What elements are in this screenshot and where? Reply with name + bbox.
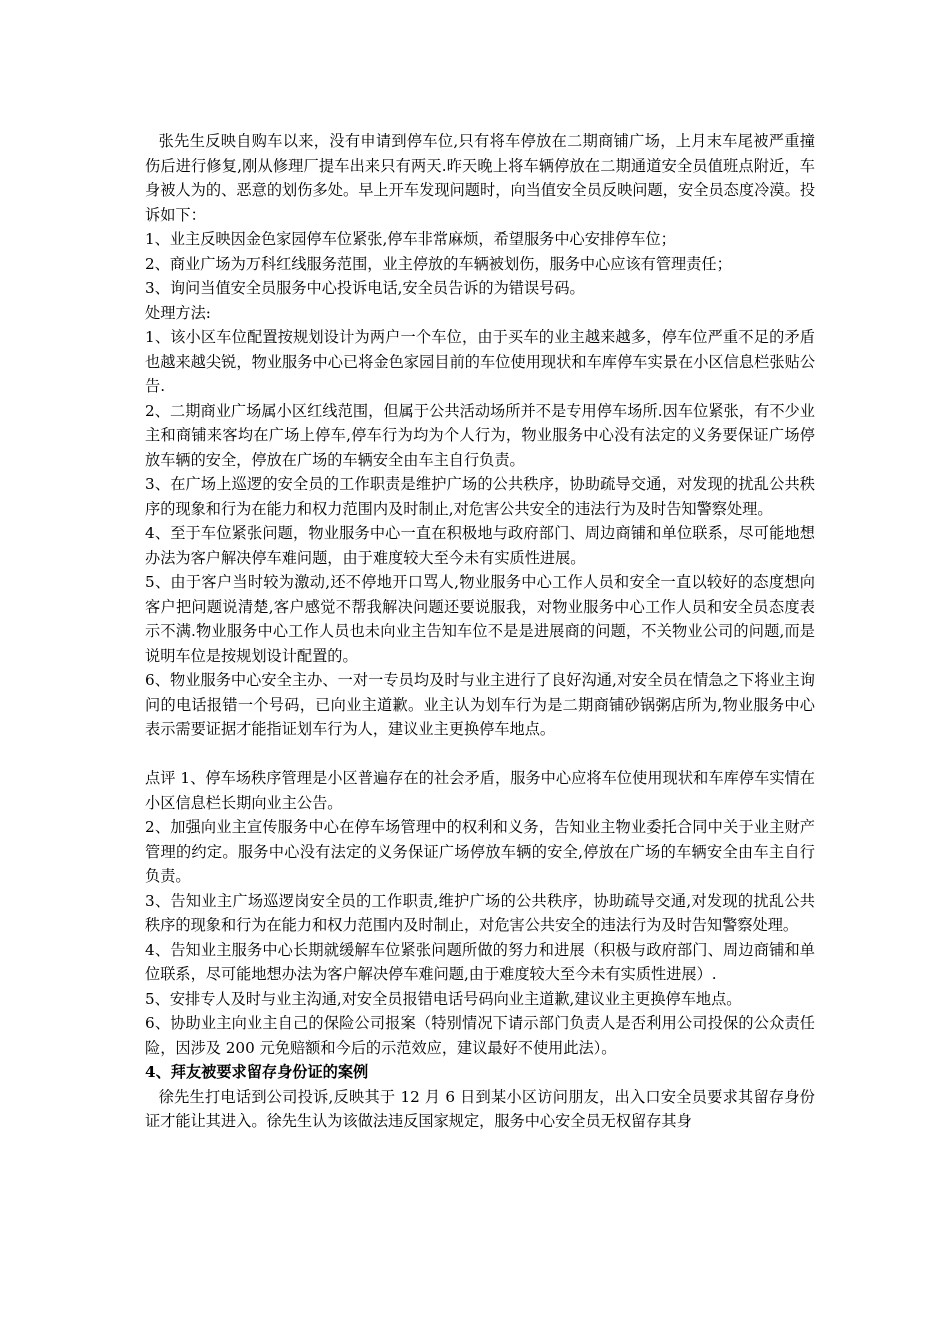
paragraph: 4、告知业主服务中心长期就缓解车位紧张问题所做的努力和进展（积极与政府部门、周边商铺和单位联系，尽可能地想办法为客户解决停车难问题,由于难度较大至今未有实质性进展）. (145, 940, 815, 983)
document-body (145, 129, 815, 1134)
paragraph-spacer (145, 742, 815, 767)
paragraph: 处理方法: (145, 303, 211, 322)
paragraph: 张先生反映自购车以来，没有申请到停车位,只有将车停放在二期商铺广场，上月末车尾被严重撞伤后进行修复,刚从修理厂提车出来只有两天.昨天晚上将车辆停放在二期通道安全员值班点附近，车身被人为的、恶意的划伤多处。早上开车发现问题时，向当值安全员反映问题，安全员态度冷漠。投诉如下： (145, 132, 815, 224)
section-heading: 4、拜友被要求留存身份证的案例 (145, 1063, 369, 1081)
paragraph: 3、告知业主广场巡逻岗安全员的工作职责,维护广场的公共秩序，协助疏导交通,对发现的扰乱公共秩序的现象和行为在能力和权力范围内及时制止，对危害公共安全的违法行为及时告知警察处理。 (145, 891, 815, 934)
paragraph: 徐先生打电话到公司投诉,反映其于 12 月 6 日到某小区访问朋友，出入口安全员要求其留存身份证才能让其进入。徐先生认为该做法违反国家规定，服务中心安全员无权留存其身 (145, 1087, 815, 1130)
paragraph: 4、至于车位紧张问题，物业服务中心一直在积极地与政府部门、周边商铺和单位联系，尽可能地想办法为客户解决停车难问题，由于难度较大至今未有实质性进展。 (145, 524, 815, 567)
paragraph: 6、协助业主向业主自己的保险公司报案（特别情况下请示部门负责人是否利用公司投保的公众责任险，因涉及 200 元免赔额和今后的示范效应，建议最好不使用此法）。 (145, 1014, 815, 1057)
paragraph: 2、二期商业广场属小区红线范围，但属于公共活动场所并不是专用停车场所.因车位紧张，有不少业主和商铺来客均在广场上停车,停车行为均为个人行为，物业服务中心没有法定的义务要保证广场停放车辆的安全，停放在广场的车辆安全由车主自行负责。 (145, 401, 815, 469)
paragraph: 2、加强向业主宣传服务中心在停车场管理中的权利和义务，告知业主物业委托合同中关于业主财产管理的约定。服务中心没有法定的义务保证广场停放车辆的安全,停放在广场的车辆安全由车主自行负责。 (145, 818, 815, 885)
paragraph: 5、安排专人及时与业主沟通,对安全员报错电话号码向业主道歉,建议业主更换停车地点。 (145, 989, 742, 1008)
paragraph: 点评 1、停车场秩序管理是小区普遍存在的社会矛盾，服务中心应将车位使用现状和车库停车实情在小区信息栏长期向业主公告。 (145, 769, 815, 812)
paragraph: 2、商业广场为万科红线服务范围，业主停放的车辆被划伤，服务中心应该有管理责任； (145, 254, 732, 273)
paragraph: 6、物业服务中心安全主办、一对一专员均及时与业主进行了良好沟通,对安全员在情急之下将业主询问的电话报错一个号码，已向业主道歉。业主认为划车行为是二期商铺砂锅粥店所为,物业服务中心表示需要证据才能指证划车行为人，建议业主更换停车地点。 (145, 671, 815, 738)
paragraph: 1、该小区车位配置按规划设计为两户一个车位，由于买车的业主越来越多，停车位严重不足的矛盾也越来越尖锐，物业服务中心已将金色家园目前的车位使用现状和车库停车实景在小区信息栏张贴公告. (145, 328, 815, 395)
paragraph: 5、由于客户当时较为激动,还不停地开口骂人,物业服务中心工作人员和安全一直以较好的态度想向客户把问题说清楚,客户感觉不帮我解决问题还要说服我，对物业服务中心工作人员和安全员态度表示不满.物业服务中心工作人员也未向业主告知车位不是是进展商的问题，不关物业公司的问题,而是说明车位是按规划设计配置的。 (145, 573, 815, 665)
paragraph: 3、询问当值安全员服务中心投诉电话,安全员告诉的为错误号码。 (145, 279, 585, 297)
paragraph: 3、在广场上巡逻的安全员的工作职责是维护广场的公共秩序，协助疏导交通，对发现的扰乱公共秩序的现象和行为在能力和权力范围内及时制止,对危害公共安全的违法行为及时告知警察处理。 (145, 475, 815, 518)
paragraph: 1、业主反映因金色家园停车位紧张,停车非常麻烦，希望服务中心安排停车位； (145, 230, 676, 248)
